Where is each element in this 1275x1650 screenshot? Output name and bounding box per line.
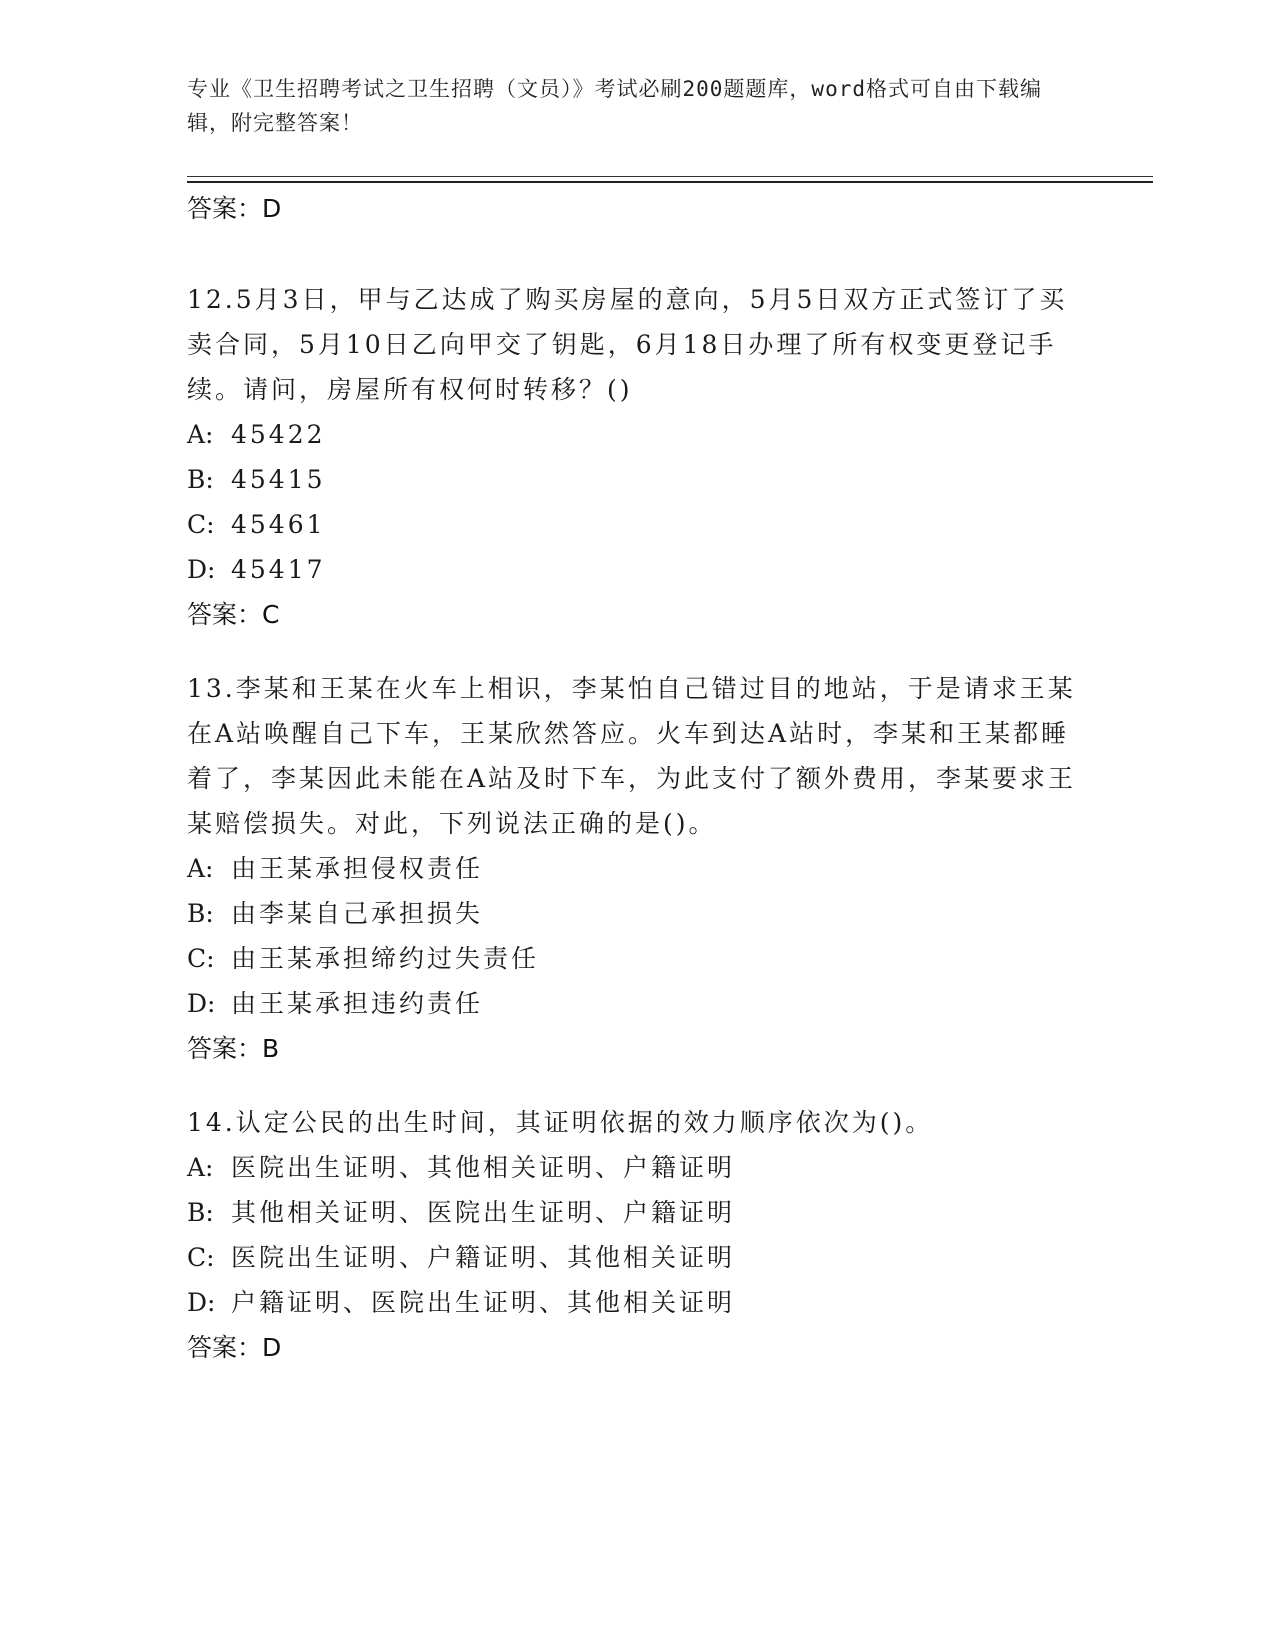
option-text: 由王某承担缔约过失责任 <box>231 944 540 973</box>
option-b <box>187 891 1087 936</box>
option-c <box>187 936 1087 981</box>
option-a <box>187 846 1087 891</box>
option-text: 45417 <box>231 555 326 584</box>
option-letter: A: <box>187 420 214 449</box>
option-text: 医院出生证明、户籍证明、其他相关证明 <box>231 1243 736 1272</box>
option-letter: B: <box>187 1198 214 1227</box>
question-stem: 12.5月3日，甲与乙达成了购买房屋的意向，5月5日双方正式签订了买卖合同，5月10日乙向甲交了钥匙，6月18日办理了所有权变更登记手续。请问，房屋所有权何时转移？() <box>187 285 1068 404</box>
option-d <box>187 1280 1087 1325</box>
option-letter: A: <box>187 1153 214 1182</box>
header-rule-thick <box>187 181 1153 183</box>
option-text: 医院出生证明、其他相关证明、户籍证明 <box>231 1153 736 1182</box>
option-letter: B: <box>187 899 214 928</box>
page-header-text: 专业《卫生招聘考试之卫生招聘（文员）》考试必刷200题题库，word格式可自由下载编辑，附完整答案！ <box>187 77 1042 135</box>
question-answer: 答案：B <box>187 1034 280 1063</box>
option-a <box>187 412 1087 457</box>
option-letter: C: <box>187 510 215 539</box>
option-letter: C: <box>187 944 215 973</box>
option-c <box>187 1235 1087 1280</box>
option-b <box>187 457 1087 502</box>
option-d <box>187 981 1087 1026</box>
question-12 <box>187 277 1087 637</box>
option-text: 由王某承担侵权责任 <box>231 854 484 883</box>
option-letter: B: <box>187 465 214 494</box>
header-rule-thin <box>187 176 1153 177</box>
option-letter: D: <box>187 1288 216 1317</box>
question-14 <box>187 1100 1087 1370</box>
option-text: 其他相关证明、医院出生证明、户籍证明 <box>231 1198 736 1227</box>
question-answer: 答案：C <box>187 600 280 629</box>
option-d <box>187 547 1087 592</box>
option-text: 由李某自己承担损失 <box>231 899 484 928</box>
option-b <box>187 1190 1087 1235</box>
question-stem: 14.认定公民的出生时间，其证明依据的效力顺序依次为()。 <box>187 1108 934 1137</box>
option-text: 45422 <box>231 420 326 449</box>
option-letter: C: <box>187 1243 215 1272</box>
question-answer: 答案：D <box>187 1333 282 1362</box>
option-letter: D: <box>187 989 216 1018</box>
option-text: 45461 <box>231 510 326 539</box>
option-c <box>187 502 1087 547</box>
previous-answer: 答案：D <box>187 194 282 223</box>
option-text: 45415 <box>231 465 326 494</box>
option-text: 由王某承担违约责任 <box>231 989 484 1018</box>
option-a <box>187 1145 1087 1190</box>
option-letter: D: <box>187 555 216 584</box>
question-13 <box>187 666 1087 1071</box>
option-letter: A: <box>187 854 214 883</box>
question-stem: 13.李某和王某在火车上相识，李某怕自己错过目的地站，于是请求王某在A站唤醒自己下车，王某欣然答应。火车到达A站时，李某和王某都睡着了，李某因此未能在A站及时下车，为此支付了额外费用，李某要求王某赔偿损失。对此，下列说法正确的是()。 <box>187 674 1077 838</box>
option-text: 户籍证明、医院出生证明、其他相关证明 <box>231 1288 736 1317</box>
